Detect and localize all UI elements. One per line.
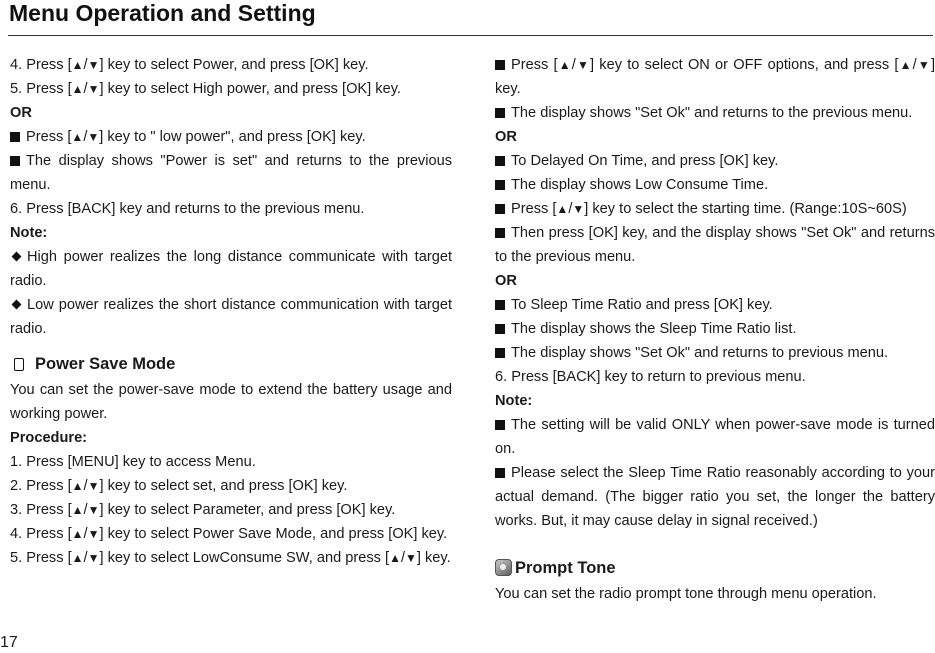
procedure-step-1: 1. Press [MENU] key to access Menu. <box>10 454 256 470</box>
text-fragment: Press [ <box>26 129 72 145</box>
text-fragment: To Sleep Time Ratio and press [OK] key. <box>511 297 773 313</box>
text-fragment: / <box>83 526 88 542</box>
square-bullet-icon <box>10 132 20 142</box>
text-fragment: ] key. <box>416 550 451 566</box>
square-bullet-icon <box>495 228 505 238</box>
header-rule <box>8 35 933 36</box>
square-bullet-icon <box>495 108 505 118</box>
text-fragment: 4. Press [ <box>10 57 72 73</box>
speaker-icon <box>495 559 512 576</box>
text-fragment: 5. Press [ <box>10 81 72 97</box>
note-valid-only <box>495 413 935 461</box>
up-arrow-icon: ▲ <box>71 58 84 72</box>
down-arrow-icon: ▼ <box>87 130 100 144</box>
up-arrow-icon: ▲ <box>71 130 84 144</box>
up-arrow-icon: ▲ <box>71 527 84 541</box>
bullet-sleep-time-ratio <box>495 293 935 317</box>
text-fragment: / <box>83 81 88 97</box>
square-bullet-icon <box>495 420 505 430</box>
text-fragment: 3. Press [ <box>10 502 72 518</box>
text-fragment: ] key to select LowConsume SW, and press [ <box>99 550 390 566</box>
page-title: Menu Operation and Setting <box>9 0 316 26</box>
down-arrow-icon: ▼ <box>405 551 417 565</box>
square-bullet-icon <box>10 156 20 166</box>
diamond-bullet-icon <box>12 252 22 262</box>
step-back: 6. Press [BACK] key and returns to the previous menu. <box>10 201 365 217</box>
bullet-set-ok-returns <box>495 341 935 365</box>
text-fragment: ] key to select Parameter, and press [OK] key. <box>99 502 396 518</box>
up-arrow-icon: ▲ <box>556 202 569 216</box>
square-bullet-icon <box>495 180 505 190</box>
text-fragment: ] key. <box>495 57 935 97</box>
text-fragment: 5. Press [ <box>10 550 72 566</box>
text-fragment: ] key to select Power, and press [OK] key. <box>99 57 369 73</box>
text-fragment: / <box>83 550 88 566</box>
down-arrow-icon: ▼ <box>575 58 591 72</box>
bullet-then-press-ok <box>495 221 935 269</box>
step-select-power <box>10 53 452 77</box>
bullet-power-is-set <box>10 149 452 197</box>
text-fragment: Press [ <box>511 57 558 73</box>
up-arrow-icon: ▲ <box>389 551 401 565</box>
text-fragment: / <box>83 502 88 518</box>
text-fragment: To Delayed On Time, and press [OK] key. <box>511 153 779 169</box>
bullet-sleep-ratio-list <box>495 317 935 341</box>
up-arrow-icon: ▲ <box>557 58 572 72</box>
note-high-power <box>10 245 452 293</box>
or-label: OR <box>10 105 32 121</box>
diamond-bullet-icon <box>12 300 22 310</box>
text-fragment: The display shows "Set Ok" and returns to the previous menu. <box>511 105 913 121</box>
left-column <box>10 53 452 570</box>
up-arrow-icon: ▲ <box>71 503 84 517</box>
text-fragment: The display shows "Set Ok" and returns to previous menu. <box>511 345 889 361</box>
section-title-prompt-tone <box>495 555 935 582</box>
down-arrow-icon: ▼ <box>87 82 100 96</box>
square-bullet-icon <box>495 324 505 334</box>
text-fragment: 4. Press [ <box>10 526 72 542</box>
step-back: 6. Press [BACK] key to return to previous menu. <box>495 369 806 385</box>
text-fragment: / <box>83 478 88 494</box>
text-fragment: Low power realizes the short distance communication with target radio. <box>10 297 452 337</box>
right-column <box>495 53 935 606</box>
down-arrow-icon: ▼ <box>916 58 931 72</box>
text-fragment: Then press [OK] key, and the display shows "Set Ok" and returns to the previous menu. <box>495 225 935 265</box>
text-fragment: Press [ <box>511 201 557 217</box>
square-bullet-icon <box>495 156 505 166</box>
bullet-delayed-on-time <box>495 149 935 173</box>
page-number: 17 <box>0 634 18 651</box>
text-fragment: ] key to " low power", and press [OK] key. <box>99 129 366 145</box>
procedure-step-5 <box>10 546 452 570</box>
square-bullet-icon <box>495 468 505 478</box>
down-arrow-icon: ▼ <box>87 58 100 72</box>
down-arrow-icon: ▼ <box>87 527 100 541</box>
square-bullet-icon <box>495 204 505 214</box>
procedure-label: Procedure: <box>10 430 88 446</box>
text-fragment: The display shows "Power is set" and returns to the previous menu. <box>10 153 452 193</box>
procedure-step-4 <box>10 522 452 546</box>
square-bullet-icon <box>495 348 505 358</box>
up-arrow-icon: ▲ <box>71 479 84 493</box>
text-fragment: 2. Press [ <box>10 478 72 494</box>
text-fragment: Prompt Tone <box>515 559 616 577</box>
bullet-set-ok <box>495 101 935 125</box>
text-fragment: ] key to select set, and press [OK] key. <box>99 478 348 494</box>
down-arrow-icon: ▼ <box>572 202 585 216</box>
battery-icon <box>14 358 24 371</box>
up-arrow-icon: ▲ <box>71 551 84 565</box>
down-arrow-icon: ▼ <box>87 479 100 493</box>
prompt-tone-intro: You can set the radio prompt tone through menu operation. <box>495 586 877 602</box>
text-fragment: / <box>568 201 573 217</box>
step-select-high-power <box>10 77 452 101</box>
text-fragment: ] key to select the starting time. (Range:10S~60S) <box>584 201 907 217</box>
or-label: OR <box>495 129 517 145</box>
text-fragment: ] key to select ON or OFF options, and press [ <box>590 57 899 73</box>
text-fragment: Power Save Mode <box>35 355 176 373</box>
or-label: OR <box>495 273 517 289</box>
procedure-step-3 <box>10 498 452 522</box>
up-arrow-icon: ▲ <box>898 58 913 72</box>
text-fragment: The setting will be valid ONLY when power-save mode is turned on. <box>495 417 935 457</box>
text-fragment: / <box>912 57 917 73</box>
text-fragment: The display shows the Sleep Time Ratio list. <box>511 321 797 337</box>
text-fragment: / <box>83 57 88 73</box>
note-low-power <box>10 293 452 341</box>
bullet-low-consume-time <box>495 173 935 197</box>
down-arrow-icon: ▼ <box>87 503 100 517</box>
text-fragment: ] key to select Power Save Mode, and press [OK] key. <box>99 526 448 542</box>
bullet-low-power <box>10 125 452 149</box>
text-fragment: Please select the Sleep Time Ratio reasonably according to your actual demand. (The bigger ratio you set, the longer the battery works. But, it may cause delay in signal received.) <box>495 465 935 529</box>
bullet-select-on-off <box>495 53 935 101</box>
up-arrow-icon: ▲ <box>71 82 84 96</box>
bullet-starting-time <box>495 197 935 221</box>
text-fragment: ] key to select High power, and press [OK] key. <box>99 81 401 97</box>
text-fragment: High power realizes the long distance communicate with target radio. <box>10 249 452 289</box>
procedure-step-2 <box>10 474 452 498</box>
text-fragment: The display shows Low Consume Time. <box>511 177 769 193</box>
text-fragment: / <box>571 57 576 73</box>
text-fragment: / <box>83 129 88 145</box>
down-arrow-icon: ▼ <box>87 551 100 565</box>
section-title-power-save <box>10 351 452 378</box>
note-sleep-ratio <box>495 461 935 533</box>
note-label: Note: <box>495 393 533 409</box>
power-save-intro: You can set the power-save mode to extend the battery usage and working power. <box>10 382 452 422</box>
text-fragment: / <box>400 550 406 566</box>
square-bullet-icon <box>495 300 505 310</box>
note-label: Note: <box>10 225 48 241</box>
square-bullet-icon <box>495 60 505 70</box>
